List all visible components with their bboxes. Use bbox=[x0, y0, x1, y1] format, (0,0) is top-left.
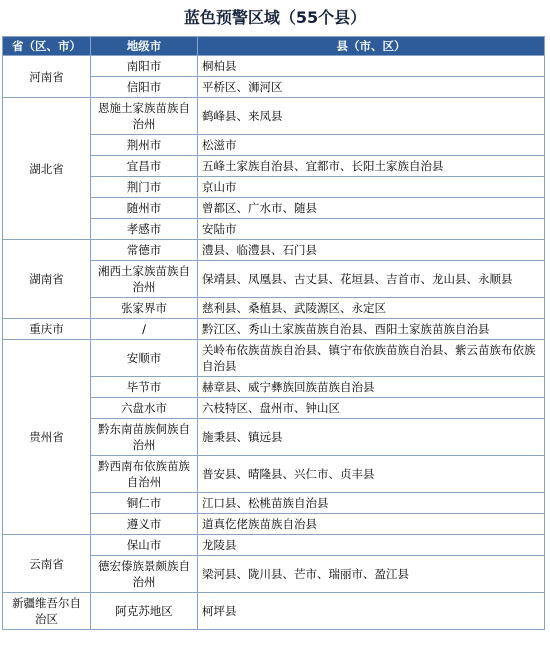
county-cell: 保靖县、凤凰县、古丈县、花垣县、吉首市、龙山县、永顺县 bbox=[198, 261, 545, 298]
county-cell: 安陆市 bbox=[198, 219, 545, 240]
table-row bbox=[3, 56, 545, 77]
county-cell: 澧县、临澧县、石门县 bbox=[198, 240, 545, 261]
county-cell: 鹤峰县、来凤县 bbox=[198, 98, 545, 135]
county-cell: 赫章县、威宁彝族回族苗族自治县 bbox=[198, 377, 545, 398]
county-cell: 京山市 bbox=[198, 177, 545, 198]
city-cell: 德宏傣族景颇族自治州 bbox=[91, 556, 198, 593]
county-cell: 施秉县、镇远县 bbox=[198, 419, 545, 456]
city-cell: 毕节市 bbox=[91, 377, 198, 398]
county-cell: 关岭布依族苗族自治县、镇宁布依族苗族自治县、紫云苗族布依族自治县 bbox=[198, 340, 545, 377]
county-cell: 柯坪县 bbox=[198, 593, 545, 630]
province-cell: 云南省 bbox=[3, 535, 91, 593]
table-row bbox=[3, 535, 545, 556]
city-cell: 遵义市 bbox=[91, 514, 198, 535]
county-cell: 江口县、松桃苗族自治县 bbox=[198, 493, 545, 514]
city-cell: 保山市 bbox=[91, 535, 198, 556]
city-cell: 张家界市 bbox=[91, 298, 198, 319]
county-cell: 曾都区、广水市、随县 bbox=[198, 198, 545, 219]
city-cell: 宜昌市 bbox=[91, 156, 198, 177]
city-cell: 南阳市 bbox=[91, 56, 198, 77]
city-cell: 黔西南布依族苗族自治州 bbox=[91, 456, 198, 493]
city-cell: 恩施土家族苗族自治州 bbox=[91, 98, 198, 135]
table-row bbox=[3, 340, 545, 377]
table-header-row bbox=[3, 37, 545, 56]
province-cell: 贵州省 bbox=[3, 340, 91, 535]
table-row bbox=[3, 98, 545, 135]
city-cell: 六盘水市 bbox=[91, 398, 198, 419]
city-cell: 信阳市 bbox=[91, 77, 198, 98]
city-cell: 随州市 bbox=[91, 198, 198, 219]
county-cell: 五峰土家族自治县、宜都市、长阳土家族自治县 bbox=[198, 156, 545, 177]
province-cell: 湖北省 bbox=[3, 98, 91, 240]
county-cell: 桐柏县 bbox=[198, 56, 545, 77]
county-cell: 黔江区、秀山土家族苗族自治县、酉阳土家族苗族自治县 bbox=[198, 319, 545, 340]
county-cell: 六枝特区、盘州市、钟山区 bbox=[198, 398, 545, 419]
page-title: 蓝色预警区域（55个县） bbox=[183, 8, 367, 27]
province-cell: 新疆维吾尔自治区 bbox=[3, 593, 91, 630]
header-city: 地级市 bbox=[91, 37, 198, 56]
county-cell: 梁河县、陇川县、芒市、瑞丽市、盈江县 bbox=[198, 556, 545, 593]
county-cell: 慈利县、桑植县、武陵源区、永定区 bbox=[198, 298, 545, 319]
city-cell: 黔东南苗族侗族自治州 bbox=[91, 419, 198, 456]
table-row bbox=[3, 240, 545, 261]
county-cell: 普安县、晴隆县、兴仁市、贞丰县 bbox=[198, 456, 545, 493]
city-cell: 孝感市 bbox=[91, 219, 198, 240]
city-cell: 荆州市 bbox=[91, 135, 198, 156]
county-cell: 平桥区、浉河区 bbox=[198, 77, 545, 98]
header-province: 省（区、市） bbox=[3, 37, 91, 56]
warning-table bbox=[2, 36, 545, 630]
county-cell: 松滋市 bbox=[198, 135, 545, 156]
city-cell: 常德市 bbox=[91, 240, 198, 261]
city-cell: 湘西土家族苗族自治州 bbox=[91, 261, 198, 298]
city-cell: 阿克苏地区 bbox=[91, 593, 198, 630]
header-county: 县（市、区） bbox=[198, 37, 545, 56]
province-cell: 重庆市 bbox=[3, 319, 91, 340]
county-cell: 龙陵县 bbox=[198, 535, 545, 556]
city-cell: 铜仁市 bbox=[91, 493, 198, 514]
table-row bbox=[3, 319, 545, 340]
city-cell: 安顺市 bbox=[91, 340, 198, 377]
province-cell: 湖南省 bbox=[3, 240, 91, 319]
county-cell: 道真仡佬族苗族自治县 bbox=[198, 514, 545, 535]
table-row bbox=[3, 593, 545, 630]
city-cell: / bbox=[91, 319, 198, 340]
city-cell: 荆门市 bbox=[91, 177, 198, 198]
province-cell: 河南省 bbox=[3, 56, 91, 98]
